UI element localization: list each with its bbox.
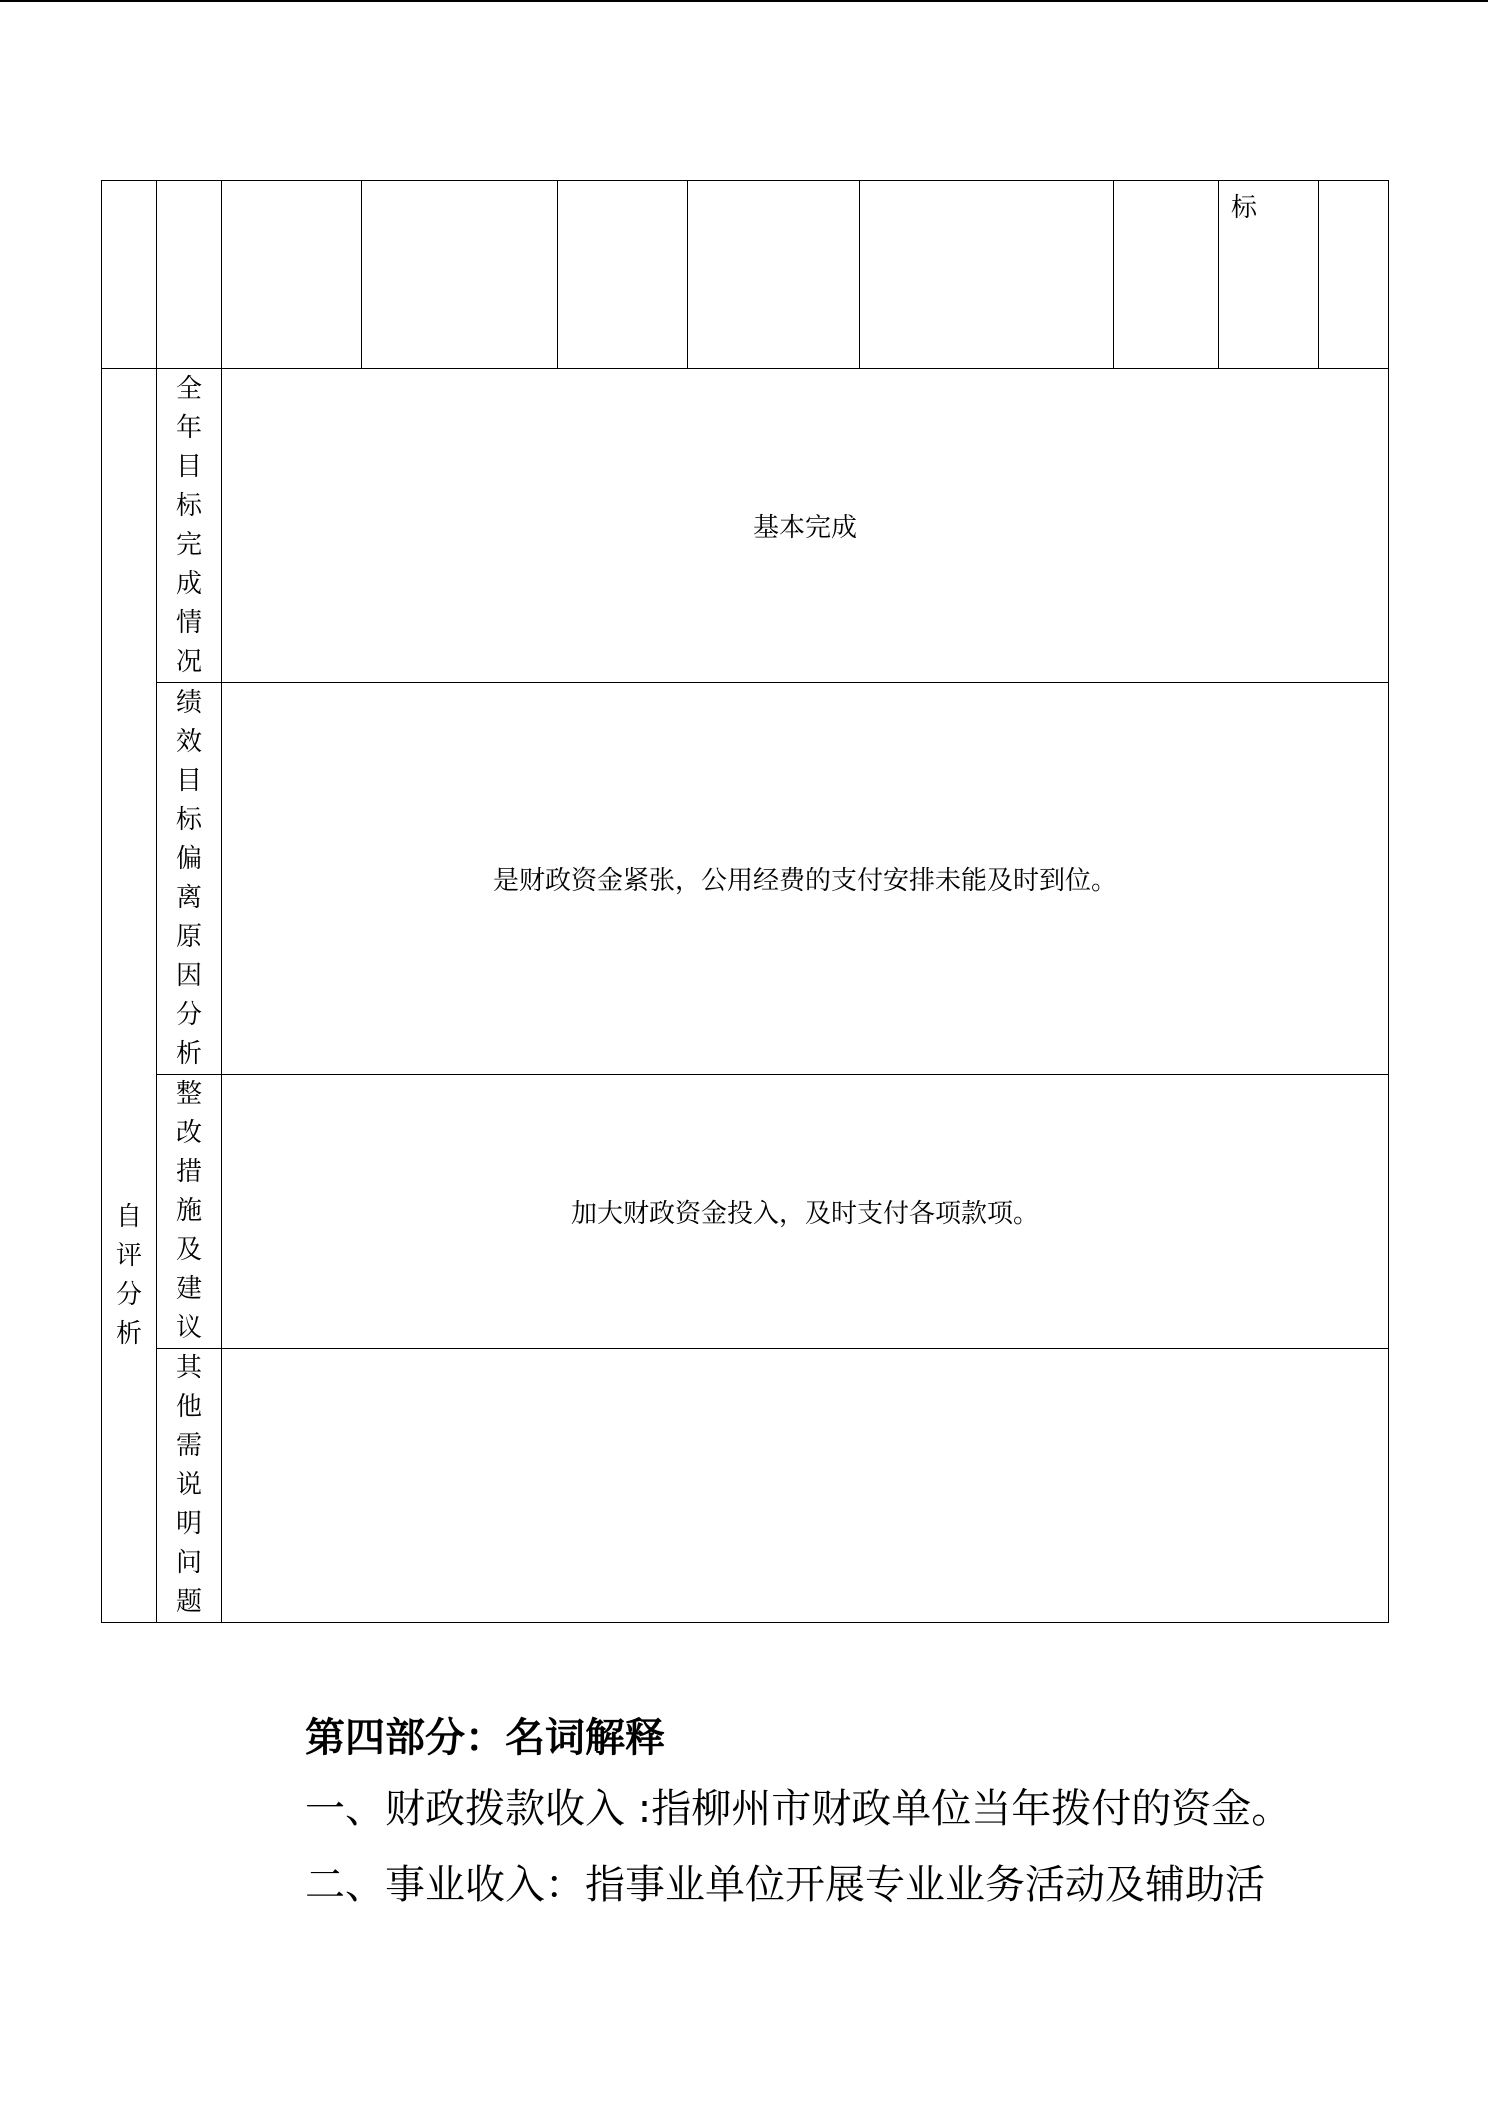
performance-evaluation-table xyxy=(101,180,1389,1623)
top-row-note-text: 标 xyxy=(1231,193,1258,223)
row-label-cell xyxy=(157,683,222,1075)
row-label-cell xyxy=(157,1349,222,1623)
table-cell xyxy=(362,181,558,369)
self-evaluation-label: 自评分析 xyxy=(115,1201,142,1349)
row-label: 整改措施及建议 xyxy=(175,1079,202,1343)
table-row xyxy=(102,1349,1389,1623)
table-top-row xyxy=(102,181,1389,369)
glossary-section xyxy=(305,1705,1291,1923)
row-content: 加大财政资金投入，及时支付各项款项。 xyxy=(570,1199,1039,1229)
row-label-cell xyxy=(157,1075,222,1349)
table-cell xyxy=(1114,181,1219,369)
row-label: 绩效目标偏离原因分析 xyxy=(175,687,202,1069)
table-row xyxy=(102,369,1389,683)
table-cell xyxy=(157,181,222,369)
row-label: 其他需说明问题 xyxy=(175,1353,202,1617)
glossary-paragraph: 二、事业收入：指事业单位开展专业业务活动及辅助活 xyxy=(305,1862,1265,1908)
table-cell xyxy=(1319,181,1389,369)
section-heading: 第四部分：名词解释 xyxy=(305,1715,665,1761)
row-content: 基本完成 xyxy=(752,513,857,543)
row-content-cell xyxy=(222,1075,1389,1349)
row-content-cell xyxy=(222,369,1389,683)
row-content: 是财政资金紧张，公用经费的支付安排未能及时到位。 xyxy=(492,866,1117,896)
table-row xyxy=(102,683,1389,1075)
table-cell xyxy=(558,181,688,369)
table-cell xyxy=(102,181,157,369)
table-cell xyxy=(688,181,860,369)
glossary-paragraph: 一、财政拨款收入 :指柳州市财政单位当年拨付的资金。 xyxy=(305,1786,1292,1832)
top-border-line xyxy=(0,0,1488,2)
row-content-cell xyxy=(222,683,1389,1075)
table-cell xyxy=(860,181,1114,369)
row-label-cell xyxy=(157,369,222,683)
row-content-cell xyxy=(222,1349,1389,1623)
table-row xyxy=(102,1075,1389,1349)
table-cell-note xyxy=(1219,181,1319,369)
row-label: 全年目标完成情况 xyxy=(175,373,202,677)
self-evaluation-label-cell xyxy=(102,369,157,1623)
table-cell xyxy=(222,181,362,369)
